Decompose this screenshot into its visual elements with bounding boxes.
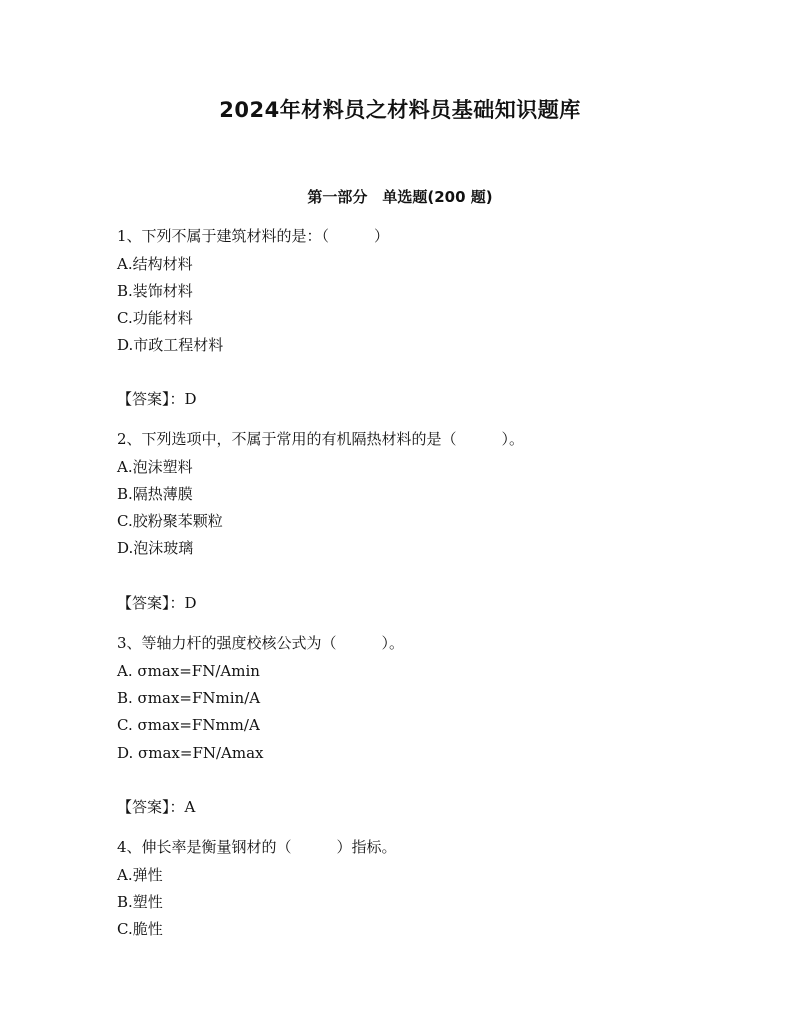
question-2-option-b: B.隔热薄膜 (117, 485, 193, 503)
question-4-option-b: B.塑性 (117, 893, 163, 911)
question-3-option-b: B. σmax=FNmin/A (117, 689, 261, 707)
question-3-option-c: C. σmax=FNmm/A (117, 716, 260, 734)
question-2-option-a: A.泡沫塑料 (117, 458, 193, 476)
question-2-option-d: D.泡沫玻璃 (117, 539, 194, 557)
question-1-option-b: B.装饰材料 (117, 282, 193, 300)
question-1-option-a: A.结构材料 (117, 255, 193, 273)
section-title: 第一部分 单选题(200 题) (307, 188, 493, 206)
document-title: 2024年材料员之材料员基础知识题库 (219, 98, 581, 122)
question-3-option-a: A. σmax=FN/Amin (117, 662, 260, 680)
question-1-option-c: C.功能材料 (117, 309, 193, 327)
question-3-stem: 3、等轴力杆的强度校核公式为（ ）。 (117, 634, 405, 652)
question-1-stem: 1、下列不属于建筑材料的是：（ ） (117, 227, 390, 245)
question-1-answer: 【答案】：D (117, 390, 197, 408)
question-4-option-a: A.弹性 (117, 866, 163, 884)
question-2-option-c: C.胶粉聚苯颗粒 (117, 512, 223, 530)
question-3-option-d: D. σmax=FN/Amax (117, 744, 264, 762)
question-2-stem: 2、下列选项中，不属于常用的有机隔热材料的是（ ）。 (117, 430, 525, 448)
question-4-option-c: C.脆性 (117, 920, 163, 938)
question-4-stem: 4、伸长率是衡量钢材的（ ）指标。 (117, 838, 397, 856)
question-1-option-d: D.市政工程材料 (117, 336, 224, 354)
question-2-answer: 【答案】：D (117, 594, 197, 612)
question-3-answer: 【答案】：A (117, 798, 196, 816)
